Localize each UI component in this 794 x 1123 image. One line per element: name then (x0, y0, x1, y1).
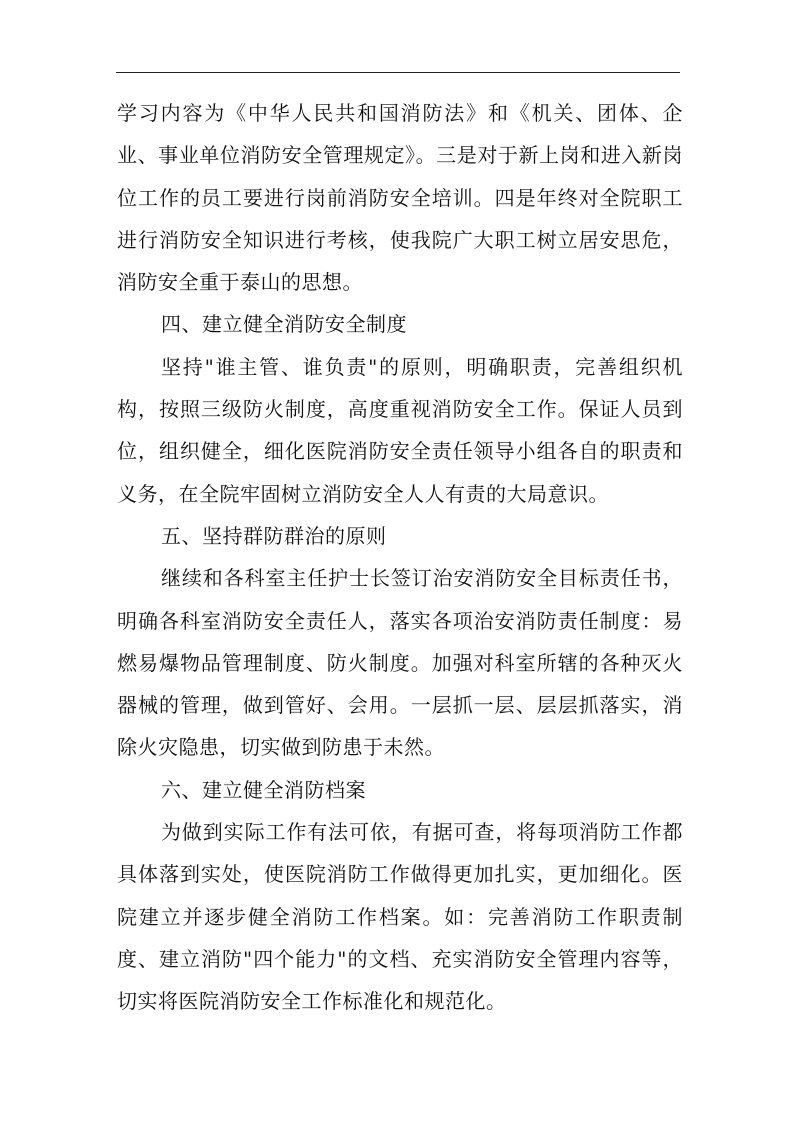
paragraph-training-content: 学习内容为《中华人民共和国消防法》和《机关、团体、企业、事业单位消防安全管理规定》。三是对于新上岗和进入新岗位工作的员工要进行岗前消防安全培训。四是年终对全院职工进行消防安全知识进行考核，使我院广大职工树立居安思危，消防安全重于泰山的思想。 (117, 101, 683, 295)
header-rule (116, 72, 680, 73)
section-heading-6: 六、建立健全消防档案 (161, 777, 366, 802)
document-body (117, 92, 683, 1023)
paragraph-mass-prevention: 继续和各科室主任护士长签订治安消防安全目标责任书，明确各科室消防安全责任人，落实各项治安消防责任制度：易燃易爆物品管理制度、防火制度。加强对科室所辖的各种灭火器械的管理，做到管好、会用。一层抓一层、层层抓落实，消除火灾隐患，切实做到防患于未然。 (117, 566, 683, 760)
section-heading-4: 四、建立健全消防安全制度 (161, 312, 407, 337)
paragraph-safety-system: 坚持"谁主管、谁负责"的原则，明确职责，完善组织机构，按照三级防火制度，高度重视消防安全工作。保证人员到位，组织健全，细化医院消防安全责任领导小组各自的职责和义务，在全院牢固树立消防安全人人有责的大局意识。 (117, 354, 683, 506)
paragraph-fire-archives: 为做到实际工作有法可依，有据可查，将每项消防工作都具体落到实处，使医院消防工作做得更加扎实，更加细化。医院建立并逐步健全消防工作档案。如：完善消防工作职责制度、建立消防"四个能力"的文档、充实消防安全管理内容等，切实将医院消防安全工作标准化和规范化。 (117, 820, 683, 1014)
section-heading-5: 五、坚持群防群治的原则 (161, 523, 387, 548)
